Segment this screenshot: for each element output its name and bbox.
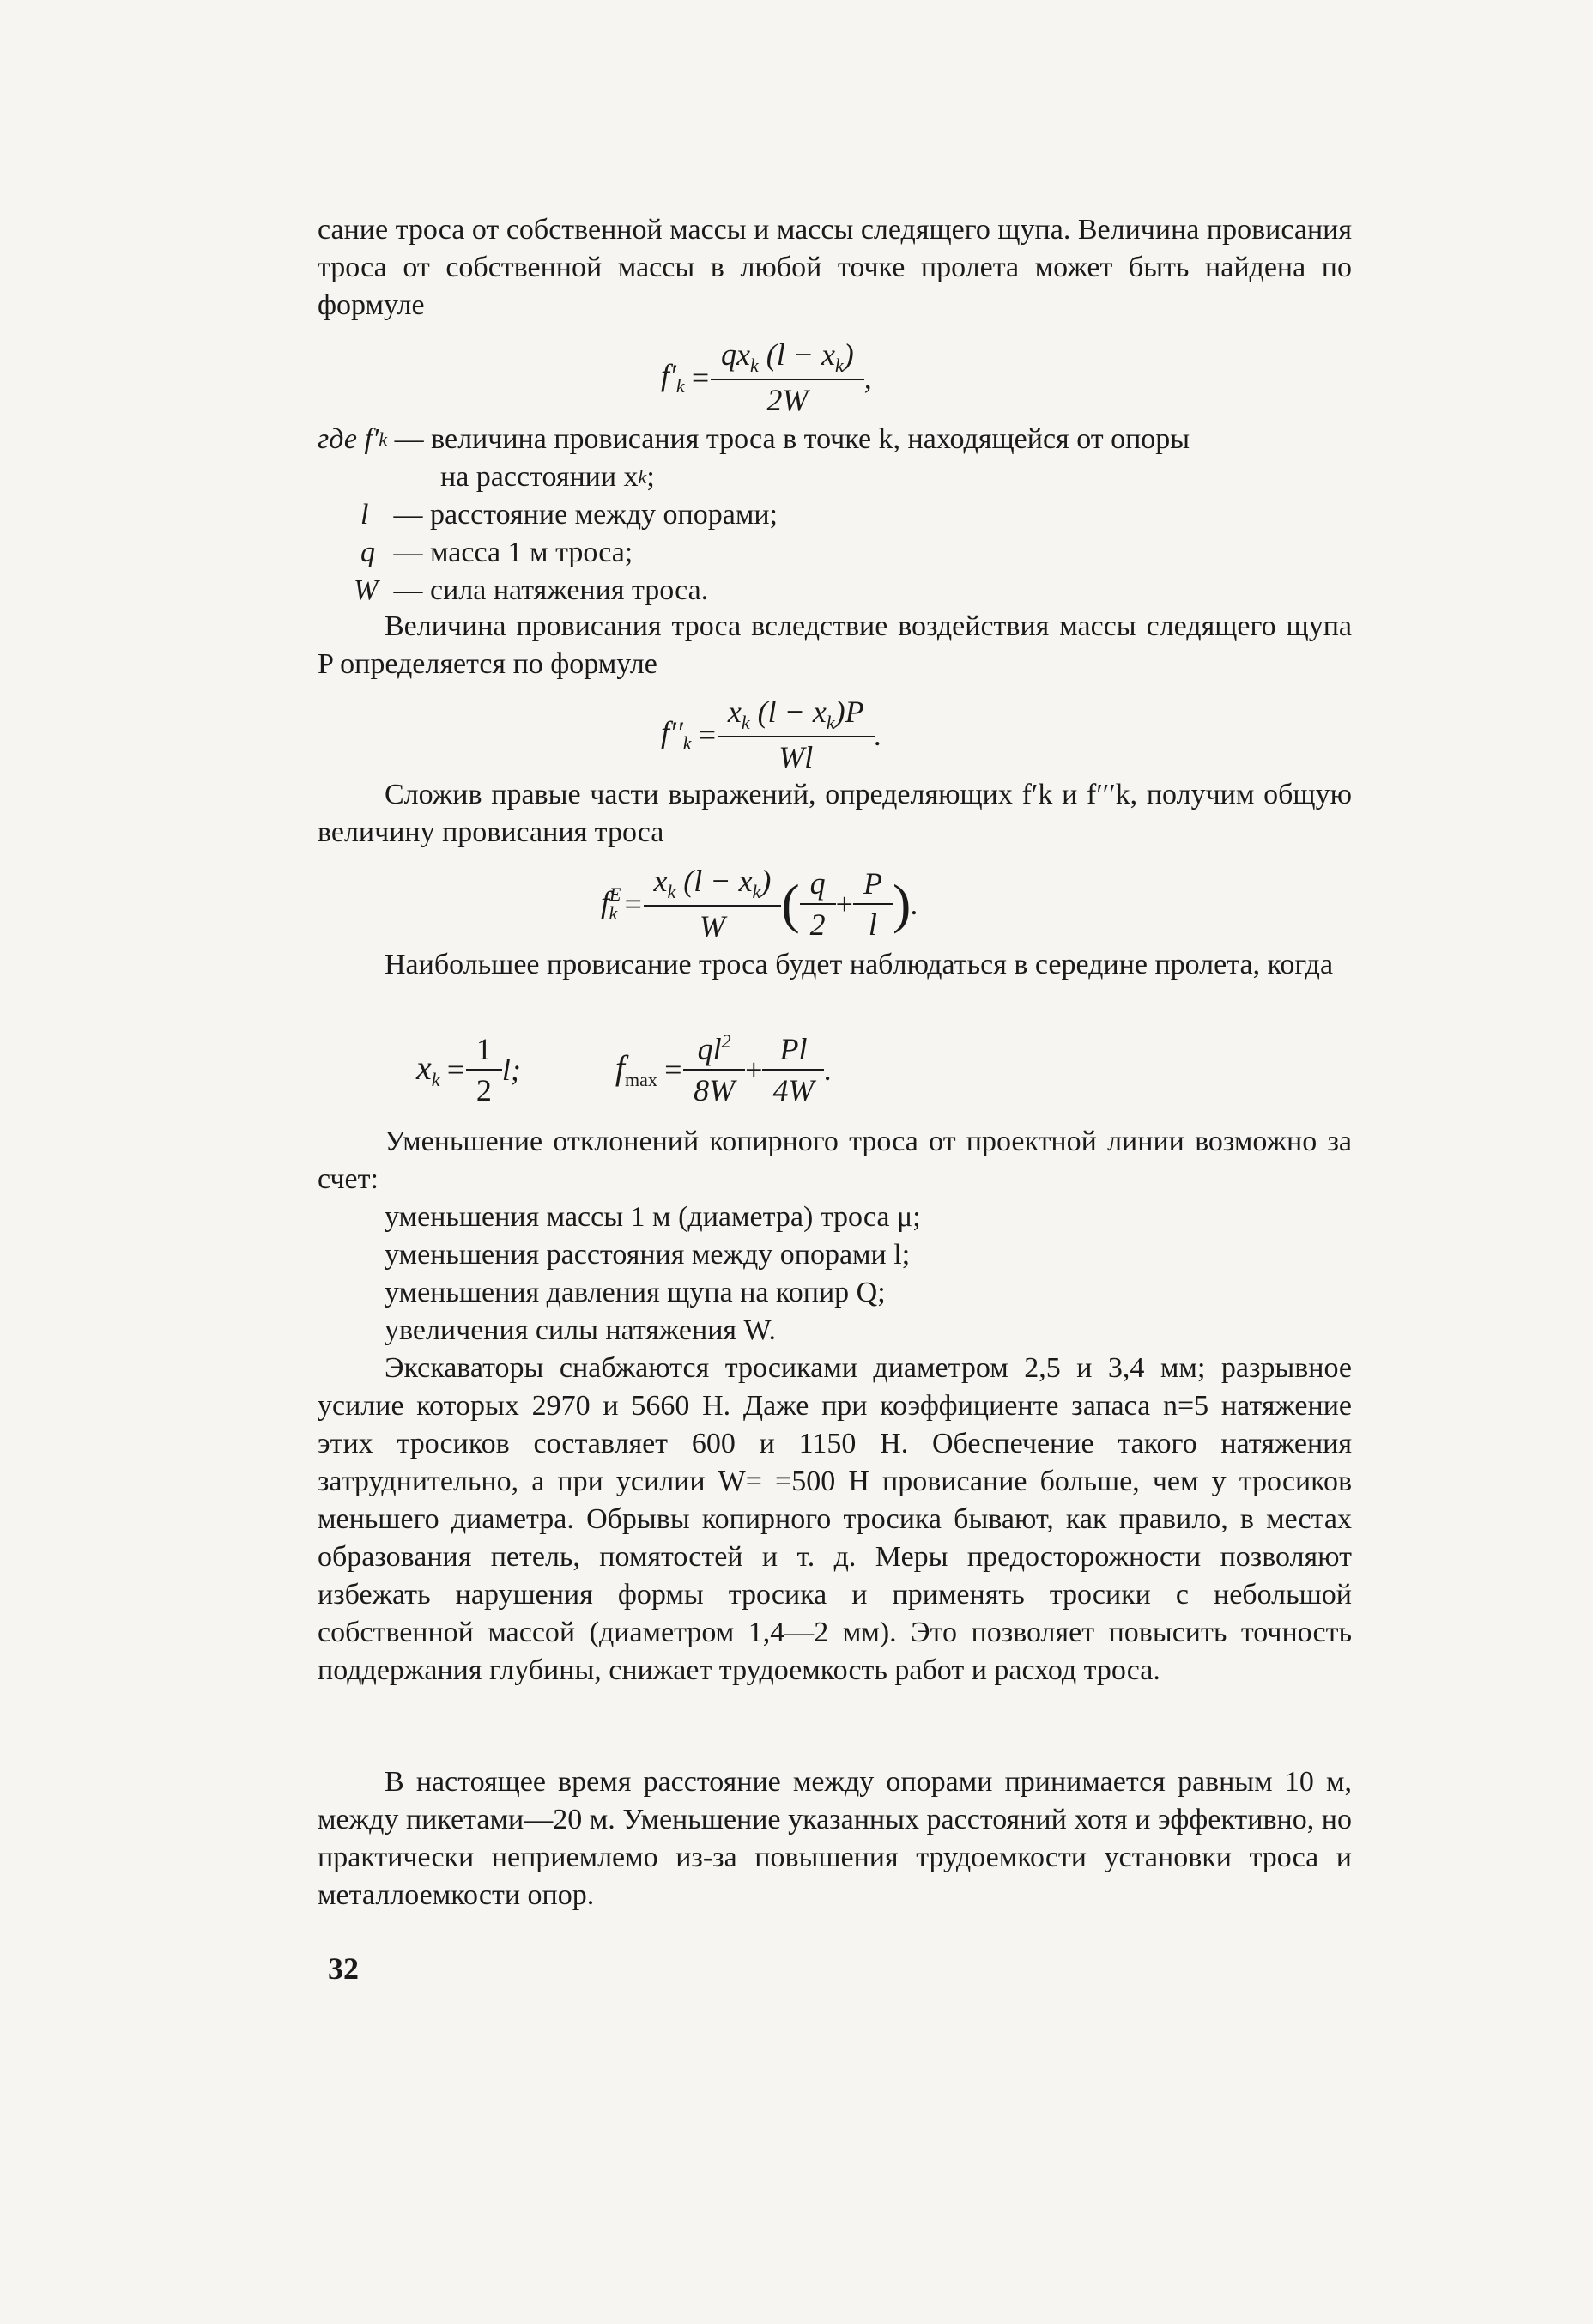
f3-eq: = bbox=[622, 886, 644, 921]
f3-numerator: $x_k$ $(l - x_k)$ bbox=[653, 864, 772, 902]
f4-eq: = bbox=[445, 1052, 466, 1087]
formula-total-sag bbox=[601, 863, 918, 944]
p5-text: Уменьшение отклонений копирного троса от проектной линии возможно за счет: bbox=[318, 1126, 1352, 1195]
f1-eq: = bbox=[689, 360, 711, 395]
f1-fraction bbox=[716, 337, 859, 418]
f3-p-fraction: $\frac{P}{l}$ bbox=[858, 865, 887, 943]
f3-close-paren: ) bbox=[892, 872, 912, 934]
legend-row-f: где f′ k — величина провисания троса в точке k, находящейся от опоры bbox=[318, 423, 1190, 455]
f4-fmax: $f_{max}$ bbox=[615, 1048, 657, 1090]
legend-row-w: W — сила натяжения троса. bbox=[354, 574, 709, 606]
f4-half-fraction: $\frac{1}{2}$ bbox=[471, 1031, 497, 1108]
f4-ql-fraction: $\frac{ql^2}{8W}$ bbox=[688, 1030, 740, 1108]
f2-eq: = bbox=[696, 717, 718, 752]
legend-row-q: q — масса 1 м троса; bbox=[360, 537, 633, 568]
reduction-list bbox=[385, 1198, 921, 1350]
f3-open-paren: ( bbox=[781, 872, 800, 934]
f2-denominator: Wl bbox=[718, 736, 875, 775]
f3-end: . bbox=[911, 886, 919, 921]
list-item: уменьшения массы 1 м (диаметра) троса μ; bbox=[385, 1201, 921, 1233]
f4-plus: + bbox=[745, 1052, 763, 1087]
f3-fraction bbox=[649, 863, 777, 944]
list-item: уменьшения расстояния между опорами l; bbox=[385, 1239, 911, 1271]
f4-pl-fraction: $\frac{Pl}{4W}$ bbox=[767, 1031, 819, 1108]
f4-lhs: $x_k$ bbox=[416, 1048, 440, 1090]
f4-eq2: = bbox=[662, 1052, 684, 1087]
f3-q-fraction: $\frac{q}{2}$ bbox=[805, 865, 831, 943]
paragraph-reduction bbox=[318, 1123, 1352, 1198]
p4-text: Наибольшее провисание троса будет наблюдаться в середине пролета, когда bbox=[385, 949, 1334, 980]
f1-numerator: $qx_k$ $(l - x_k)$ bbox=[720, 337, 854, 376]
formula-own-weight-sag bbox=[661, 337, 872, 418]
legend-row-l: l — расстояние между опорами; bbox=[360, 499, 778, 531]
page-number: 32 bbox=[328, 1951, 359, 1986]
f4-tail: l; bbox=[501, 1052, 521, 1087]
list-item: увеличения силы натяжения W. bbox=[385, 1314, 777, 1346]
paragraph-max-sag bbox=[318, 946, 1352, 984]
intro-text: сание троса от собственной массы и массы следящего щупа. Величина провисания троса от собственной массы в любой точке пролета может быть найдена по формуле bbox=[318, 214, 1352, 321]
f1-end: , bbox=[863, 360, 872, 395]
legend-row-f-cont: на расстоянии x k ; bbox=[440, 461, 655, 493]
symbol-legend bbox=[318, 421, 1190, 610]
f2-end: . bbox=[874, 717, 882, 752]
f2-numerator: $x_k$ $(l - x_k)P$ bbox=[727, 695, 864, 733]
p3-text: Сложив правые части выражений, определяющих f′k и f′′′k, получим общую величину провисания троса bbox=[318, 779, 1352, 848]
formula-max-sag bbox=[416, 1030, 832, 1108]
f2-fraction bbox=[723, 694, 869, 775]
paragraph-probe-sag bbox=[318, 608, 1352, 683]
f1-denominator: 2W bbox=[711, 379, 864, 418]
f4-end: . bbox=[824, 1052, 833, 1087]
f3-plus: + bbox=[835, 886, 853, 921]
formula-probe-sag bbox=[661, 694, 882, 775]
f2-lhs: $f''_k$ bbox=[661, 715, 692, 754]
f3-denominator: W bbox=[644, 905, 782, 944]
p7-text: В настоящее время расстояние между опорами принимается равным 10 м, между пикетами—20 м. Уменьшение указанных расстояний хотя и эффективно, но практически неприемлемо из-за повышения трудоемкости установки троса и металлоемкости опор. bbox=[318, 1766, 1352, 1911]
f1-lhs: $f'_k$ bbox=[661, 358, 685, 397]
f3-lhs: $f^E_k$ bbox=[601, 883, 621, 924]
intro-paragraph bbox=[318, 211, 1352, 325]
list-item: уменьшения давления щупа на копир Q; bbox=[385, 1277, 886, 1308]
paragraph-sum bbox=[318, 776, 1352, 852]
paragraph-spacing bbox=[318, 1763, 1352, 1914]
p2-text: Величина провисания троса вследствие воздействия массы следящего щупа P определяется по формуле bbox=[318, 610, 1352, 680]
p6-text: Экскаваторы снабжаются тросиками диаметром 2,5 и 3,4 мм; разрывное усилие которых 2970 и 5660 Н. Даже при коэффициенте запаса n=5 натяжение этих тросиков составляет 600 и 1150 Н. Обеспечение такого натяжения затруднительно, а при усилии W= =500 Н провисание больше, чем у тросиков меньшего диаметра. Обрывы копирного тросика бывают, как правило, в местах образования петель, помятостей и т. д. Меры предосторожности позволяют избежать нарушения формы тросика и применять тросики с небольшой собственной массой (диаметром 1,4—2 мм). Это позволяет повысить точность поддержания глубины, снижает трудоемкость работ и расход троса. bbox=[318, 1352, 1352, 1686]
paragraph-excavators bbox=[318, 1350, 1352, 1690]
